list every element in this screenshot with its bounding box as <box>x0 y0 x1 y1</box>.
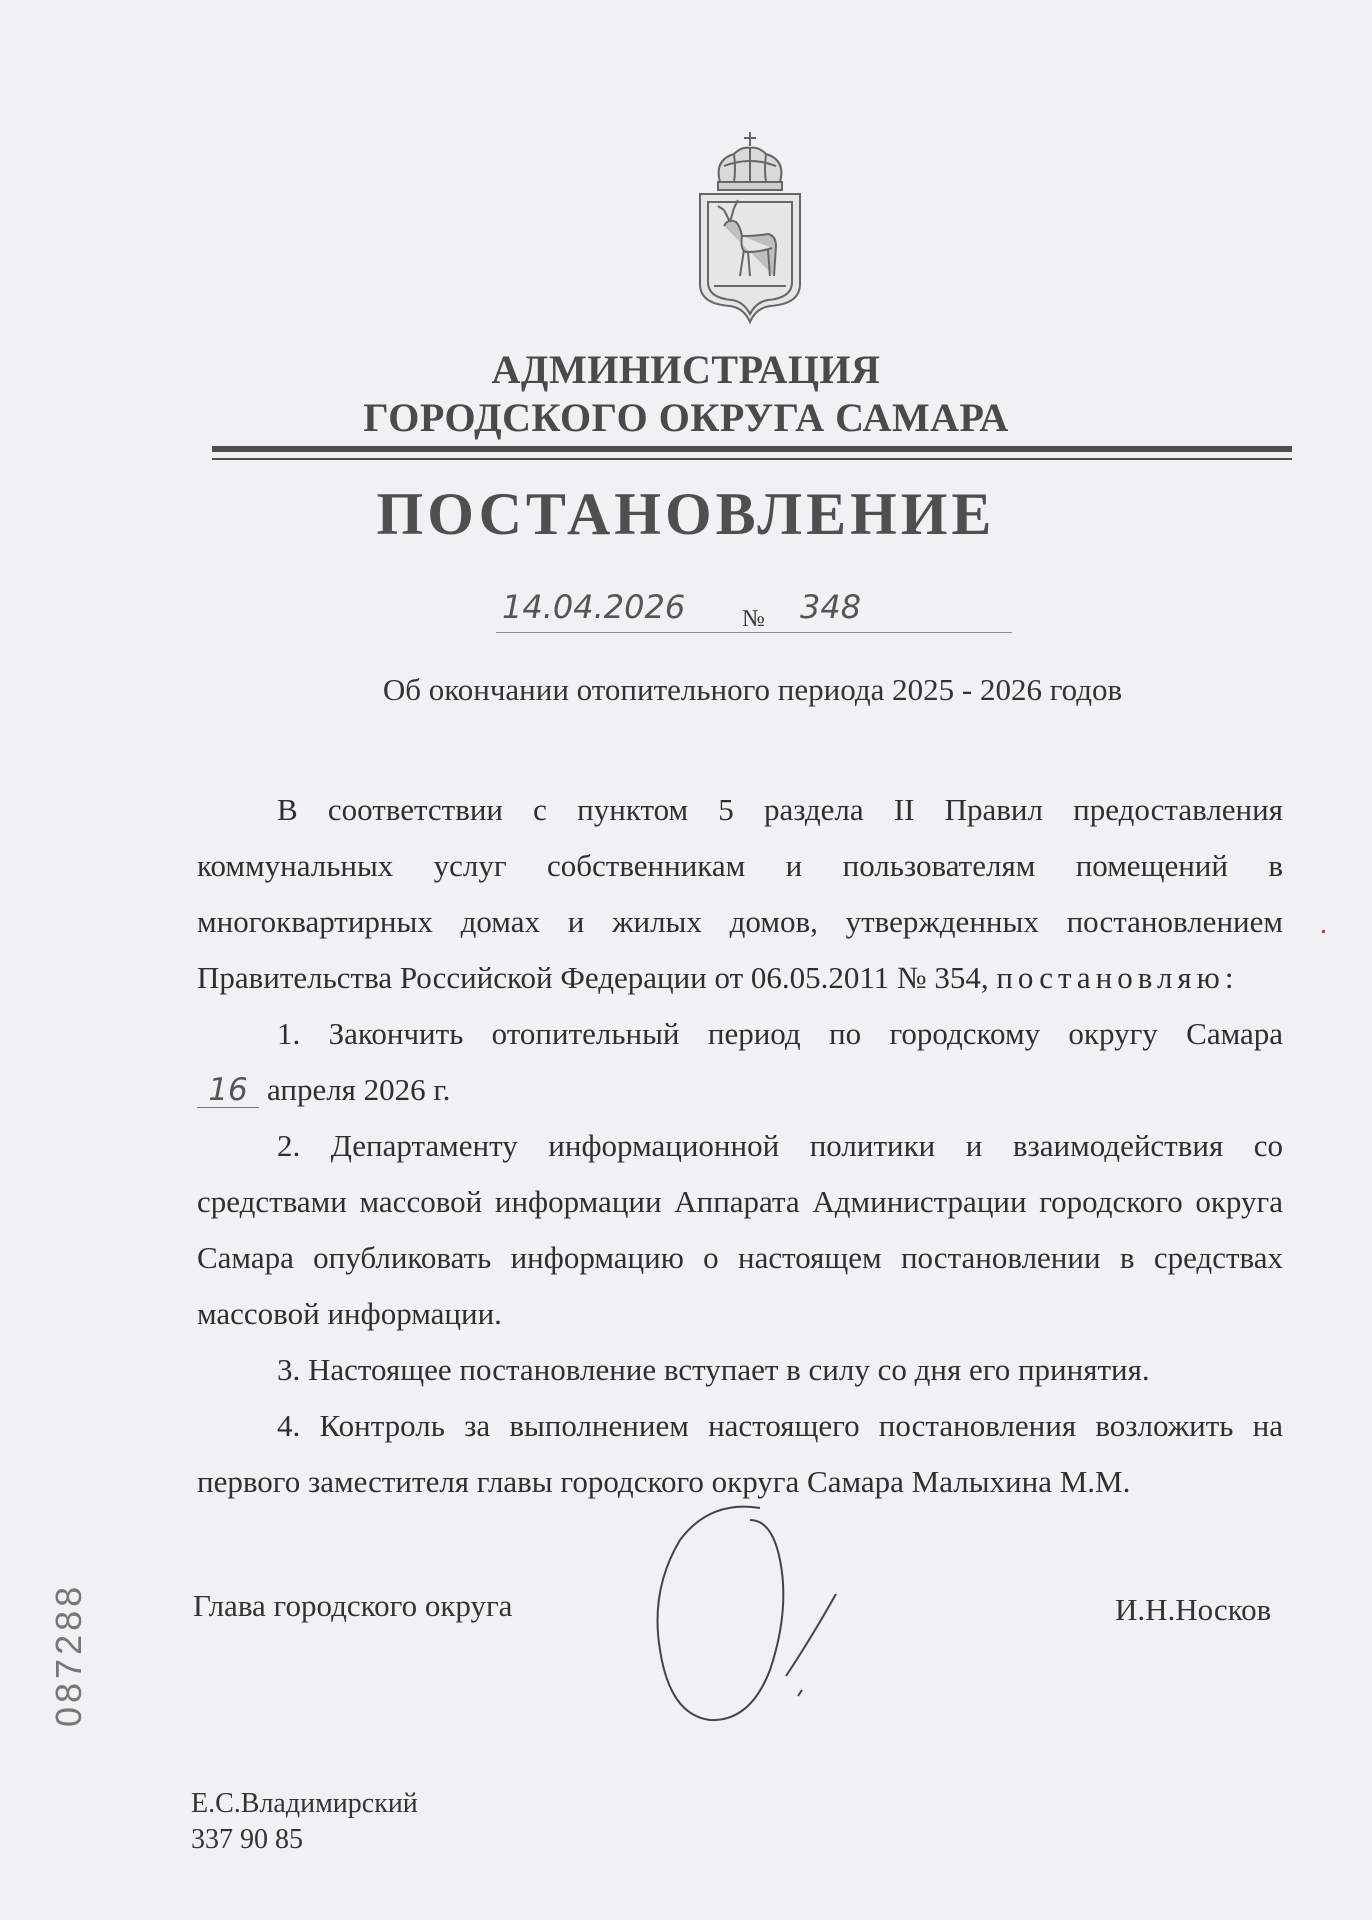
preamble-paragraph <box>197 782 1283 1006</box>
executor-name: Е.С.Владимирский <box>191 1788 418 1819</box>
signatory-title: Глава городского округа <box>193 1588 513 1623</box>
item-4-paragraph <box>197 1398 1283 1510</box>
item-1-text: 1. Закончить отопительный период по городскому округу Самара <box>277 1016 1283 1051</box>
item-2-paragraph <box>197 1118 1283 1342</box>
executor-phone: 337 90 85 <box>191 1824 303 1855</box>
document-type-title: ПОСТАНОВЛЕНИЕ <box>376 481 996 547</box>
handwritten-signature <box>640 1500 850 1730</box>
document-body <box>197 782 1283 1510</box>
red-mark <box>1322 930 1325 933</box>
header-thin-rule <box>212 458 1292 460</box>
executor-block <box>191 1786 418 1858</box>
item-1-paragraph <box>197 1006 1283 1062</box>
registration-date: 14.04.2026 <box>502 588 686 626</box>
registration-number: 348 <box>800 588 862 626</box>
item-2-text: 2. Департаменту информационной политики и взаимодействия со средствами массовой информации Аппарата Администрации городского округа Самара опубликовать информацию о настоящем постановлении в средствах массовой информации. <box>197 1128 1283 1331</box>
organization-name-line1: АДМИНИСТРАЦИЯ <box>491 347 881 392</box>
document-subject: Об окончании отопительного периода 2025 - 2026 годов <box>382 672 1123 707</box>
signatory-name: И.Н.Носков <box>1115 1592 1272 1627</box>
decision-word: постановляю: <box>996 960 1239 995</box>
organization-name-line2: ГОРОДСКОГО ОКРУГА САМАРА <box>363 395 1009 440</box>
item-3-paragraph <box>197 1342 1283 1398</box>
samara-coat-of-arms-emblem <box>694 126 806 332</box>
item-4-text: 4. Контроль за выполнением настоящего постановления возложить на первого заместителя главы городского округа Самара Малыхина М.М. <box>197 1408 1283 1499</box>
item-1-date-line <box>197 1062 1283 1118</box>
item-1-day-handwritten: 16 <box>197 1073 259 1108</box>
item-1-date-rest: апреля 2026 г. <box>267 1072 451 1107</box>
item-3-text: 3. Настоящее постановление вступает в силу со дня его принятия. <box>277 1352 1150 1387</box>
number-sign: № <box>742 606 765 632</box>
header-thick-rule <box>212 446 1292 452</box>
registration-underline <box>496 632 1012 633</box>
preamble-text: В соответствии с пунктом 5 раздела II Правил предоставления коммунальных услуг собственникам и пользователям помещений в многоквартирных домах и жилых домов, утвержденных постановлением Правительства Российской Федерации от 06.05.2011 № 354, <box>197 792 1283 995</box>
registry-number-stamp: 087288 <box>48 1582 89 1727</box>
